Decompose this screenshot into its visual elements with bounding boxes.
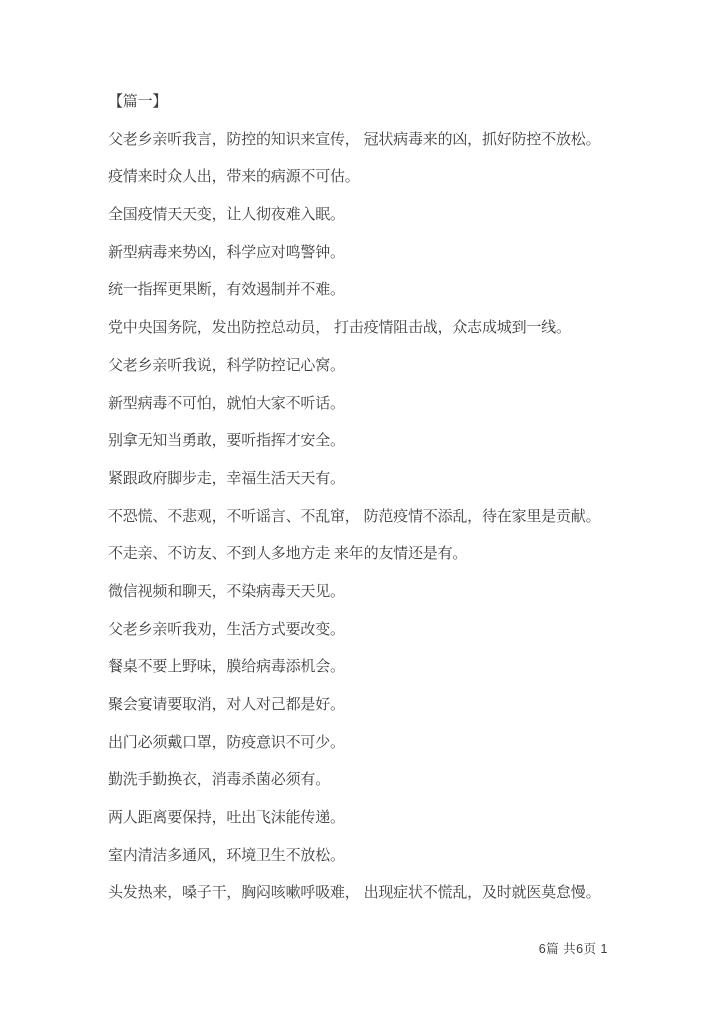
paragraph-line: 两人距离要保持，吐出飞沫能传递。 <box>108 809 345 827</box>
paragraph-line: 父老乡亲听我说，科学防控记心窝。 <box>108 356 345 374</box>
paragraph-line: 餐桌不要上野味，膜给病毒添机会。 <box>108 658 345 676</box>
paragraph-line: 全国疫情天天变，让人彻夜难入眠。 <box>108 206 345 224</box>
paragraph-line: 不恐慌、不悲观，不听谣言、不乱窜， 防范疫情不添乱，待在家里是贡献。 <box>108 507 601 525</box>
paragraph-line: 紧跟政府脚步走，幸福生活天天有。 <box>108 469 345 487</box>
section-title: 【篇一】 <box>108 93 168 110</box>
paragraph-line: 聚会宴请要取消，对人对己都是好。 <box>108 696 345 713</box>
paragraph-line: 不走亲、不访友、不到人多地方走 来年的友情还是有。 <box>108 545 468 563</box>
paragraph-line: 勤洗手勤换衣，消毒杀菌必须有。 <box>108 771 331 789</box>
paragraph-line: 新型病毒来势凶，科学应对鸣警钟。 <box>108 243 345 261</box>
paragraph-line: 出门必须戴口罩，防疫意识不可少。 <box>108 733 345 751</box>
paragraph-line: 党中央国务院，发出防控总动员， 打击疫情阻击战，众志成城到一线。 <box>108 319 571 337</box>
page-footer: 6篇 共6页 1 <box>538 942 608 956</box>
paragraph-line: 父老乡亲听我言，防控的知识来宣传， 冠状病毒来的凶，抓好防控不放松。 <box>108 130 601 148</box>
paragraph-line: 统一指挥更果断，有效遏制并不难。 <box>108 281 345 299</box>
paragraph-line: 别拿无知当勇敢，要听指挥才安全。 <box>108 432 345 450</box>
document-body <box>108 90 688 919</box>
paragraph-line: 父老乡亲听我劝，生活方式要改变。 <box>108 620 345 638</box>
paragraph-line: 疫情来时众人出，带来的病源不可估。 <box>108 168 360 186</box>
paragraph-line: 新型病毒不可怕，就怕大家不听话。 <box>108 394 345 412</box>
paragraph-line: 微信视频和聊天，不染病毒天天见。 <box>108 582 345 600</box>
paragraph-line: 头发热来，嗓子干，胸闷咳嗽呼吸难， 出现症状不慌乱，及时就医莫怠慢。 <box>108 884 601 902</box>
paragraph-line: 室内清洁多通风，环境卫生不放松。 <box>108 846 345 864</box>
